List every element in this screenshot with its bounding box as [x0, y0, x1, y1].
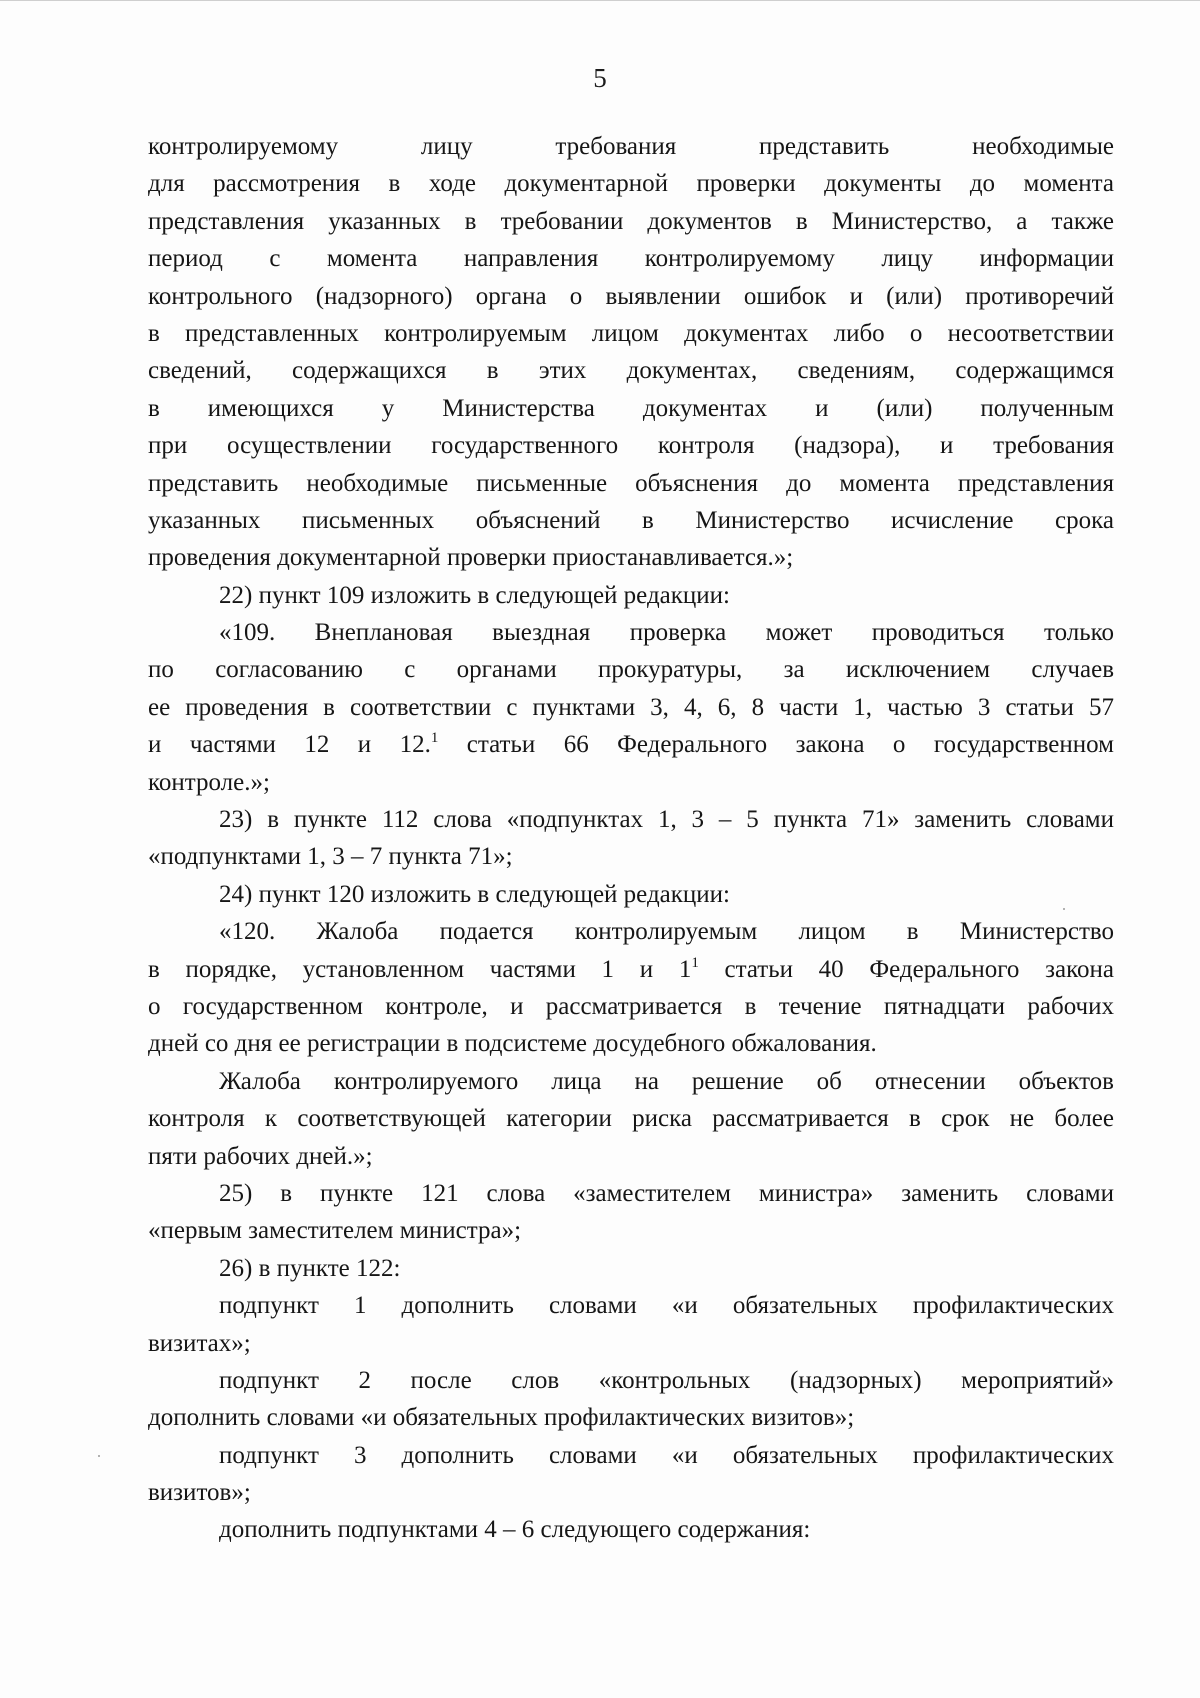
- word: и: [357, 731, 372, 759]
- text-line: [148, 651, 1114, 688]
- text-line: [148, 240, 1114, 277]
- scan-speck: [98, 1455, 100, 1457]
- text-line: [148, 278, 1114, 315]
- text-line: [148, 838, 1114, 875]
- text-line: [148, 801, 1114, 838]
- text-line-content: сведений, содержащихся в этих документах, сведениям, содержащимся: [148, 357, 1114, 385]
- text-line-content: для рассмотрения в ходе документарной проверки документы до момента: [148, 170, 1114, 198]
- text-line-content: визитах»;: [148, 1329, 251, 1357]
- text-line-content: период с момента направления контролируемому лицу информации: [148, 245, 1114, 273]
- text-line-content: контрольного (надзорного) органа о выявлении ошибок и (или) противоречий: [148, 282, 1114, 310]
- text-line-content: дней со дня ее регистрации в подсистеме досудебного обжалования.: [148, 1030, 877, 1058]
- word: 12.$^1$: [399, 730, 439, 759]
- text-line: [148, 203, 1114, 240]
- text-line: [148, 1025, 1114, 1062]
- text-line-content: дополнить подпунктами 4 – 6 следующего содержания:: [219, 1516, 811, 1544]
- superscript-index: 1: [691, 954, 699, 971]
- text-line: [148, 539, 1114, 576]
- word: закона: [795, 731, 865, 759]
- word: установленном: [302, 955, 465, 983]
- text-line: [148, 1063, 1114, 1100]
- text-line-content: контроле.»;: [148, 768, 270, 796]
- text-line: [148, 1362, 1114, 1399]
- word: порядке,: [185, 955, 277, 983]
- text-line: [148, 764, 1114, 801]
- text-line: [148, 1399, 1114, 1436]
- text-line-content: представления указанных в требовании документов в Министерство, а также: [148, 207, 1114, 235]
- text-line-content: указанных письменных объяснений в Министерство исчисление срока: [148, 506, 1114, 534]
- word: государственном: [933, 731, 1114, 759]
- text-line-content: при осуществлении государственного контроля (надзора), и требования: [148, 432, 1114, 460]
- text-line: [148, 1212, 1114, 1249]
- word: и: [639, 955, 654, 983]
- document-body: [148, 128, 1114, 1549]
- word: статьи: [724, 955, 793, 983]
- text-line-content: визитов»;: [148, 1479, 251, 1507]
- text-line: [148, 427, 1114, 464]
- text-line: [148, 165, 1114, 202]
- word: статьи: [466, 731, 536, 759]
- text-line: [148, 1138, 1114, 1175]
- text-line: [148, 465, 1114, 502]
- word: и: [148, 731, 162, 759]
- text-line-content: проведения документарной проверки приостанавливается.»;: [148, 544, 794, 572]
- word: 1: [601, 955, 615, 983]
- word: 66: [563, 731, 589, 759]
- text-line: [148, 1100, 1114, 1137]
- text-line-content: «120. Жалоба подается контролируемым лицом в Министерство: [219, 918, 1114, 946]
- word: 40: [818, 955, 844, 983]
- text-line: [148, 352, 1114, 389]
- text-line: [148, 502, 1114, 539]
- word: $1^1$: [678, 954, 699, 983]
- word: в: [148, 955, 160, 983]
- word: Федерального: [869, 955, 1020, 983]
- text-line-content: Жалоба контролируемого лица на решение об отнесении объектов: [219, 1067, 1114, 1095]
- text-line-content: «первым заместителем министра»;: [148, 1217, 522, 1245]
- text-line: [148, 128, 1114, 165]
- text-line-content: пяти рабочих дней.»;: [148, 1142, 373, 1170]
- word: закона: [1045, 955, 1114, 983]
- text-line: [148, 726, 1114, 763]
- text-line: [148, 689, 1114, 726]
- text-line-content: контроля к соответствующей категории риска рассматривается в срок не более: [148, 1105, 1114, 1133]
- text-line: [148, 876, 1114, 913]
- text-line-content: 25) в пункте 121 слова «заместителем министра» заменить словами: [219, 1179, 1114, 1207]
- text-line-content: по согласованию с органами прокуратуры, за исключением случаев: [148, 656, 1114, 684]
- text-line: [148, 1175, 1114, 1212]
- text-line-content: 22) пункт 109 изложить в следующей редакции:: [219, 581, 730, 609]
- text-line: [148, 951, 1114, 988]
- text-line-content: 26) в пункте 122:: [219, 1254, 401, 1282]
- text-line-content: о государственном контроле, и рассматривается в течение пятнадцати рабочих: [148, 992, 1114, 1020]
- text-line-content: подпункт 1 дополнить словами «и обязательных профилактических: [219, 1292, 1114, 1320]
- text-line-content: дополнить словами «и обязательных профилактических визитов»;: [148, 1404, 855, 1432]
- text-line-content: контролируемому лицу требования представить необходимые: [148, 133, 1114, 160]
- text-line: [148, 390, 1114, 427]
- text-line-content: подпункт 3 дополнить словами «и обязательных профилактических: [219, 1441, 1114, 1469]
- word: частями: [189, 731, 276, 759]
- text-line: [148, 1287, 1114, 1324]
- word: 12: [304, 731, 330, 759]
- word: Федерального: [617, 731, 768, 759]
- text-line-content: в представленных контролируемым лицом документах либо о несоответствии: [148, 319, 1114, 347]
- text-line-content: ее проведения в соответствии с пунктами 3, 4, 6, 8 части 1, частью 3 статьи 57: [148, 693, 1114, 721]
- text-line: [148, 1250, 1114, 1287]
- text-line: [148, 1437, 1114, 1474]
- text-line-content: представить необходимые письменные объяснения до момента представления: [148, 469, 1114, 497]
- superscript-index: 1: [430, 730, 439, 747]
- text-line: [148, 1474, 1114, 1511]
- text-line: [148, 577, 1114, 614]
- word: частями: [489, 955, 576, 983]
- text-line-content: подпункт 2 после слов «контрольных (надзорных) мероприятий»: [219, 1366, 1114, 1394]
- text-line-content: «подпунктами 1, 3 – 7 пункта 71»;: [148, 843, 513, 871]
- word: о: [892, 731, 906, 759]
- text-line: [148, 988, 1114, 1025]
- text-line: [148, 614, 1114, 651]
- text-line-content: в имеющихся у Министерства документах и (или) полученным: [148, 394, 1114, 422]
- scan-speck: [1063, 908, 1065, 910]
- text-line: [148, 1325, 1114, 1362]
- text-line: [148, 1511, 1114, 1548]
- text-line-content: 24) пункт 120 изложить в следующей редакции:: [219, 880, 730, 908]
- text-line: [148, 913, 1114, 950]
- page-number: 5: [593, 63, 607, 93]
- text-line: [148, 315, 1114, 352]
- text-line-content: «109. Внеплановая выездная проверка может проводиться только: [219, 619, 1114, 647]
- text-line-content: 23) в пункте 112 слова «подпунктах 1, 3 – 5 пункта 71» заменить словами: [219, 806, 1114, 834]
